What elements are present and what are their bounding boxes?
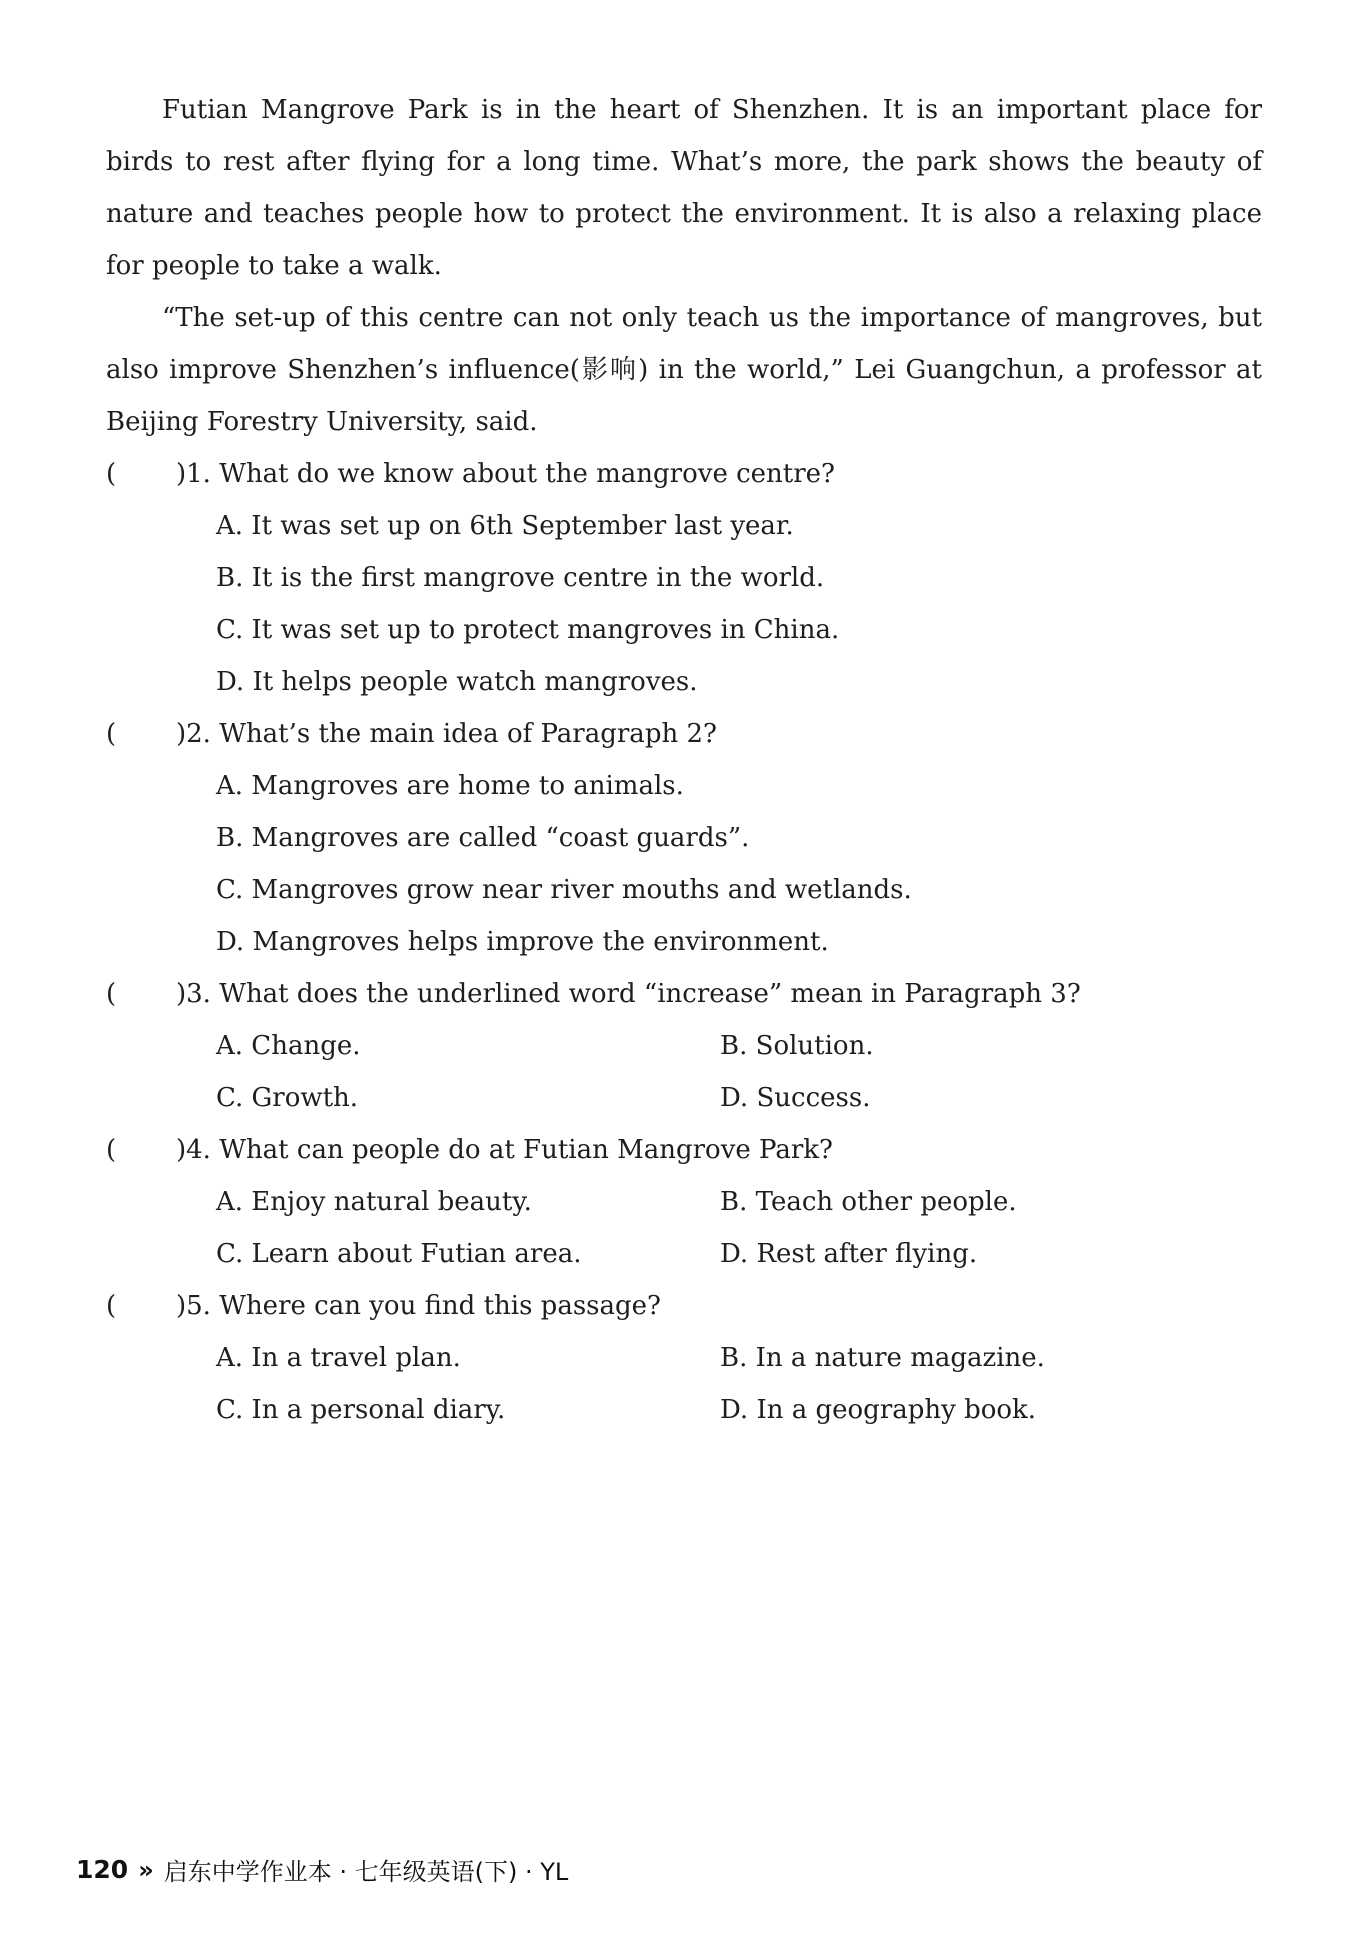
- option: C. It was set up to protect mangroves in China.: [216, 615, 840, 645]
- option-row: [106, 1332, 1262, 1384]
- page-content: [106, 84, 1262, 1436]
- question-stem: )4. What can people do at Futian Mangrove Park?: [176, 1135, 833, 1165]
- option: D. In a geography book.: [720, 1395, 1037, 1425]
- option: A. Change.: [216, 1031, 361, 1061]
- option: A. In a travel plan.: [216, 1343, 461, 1373]
- passage-paragraph: Futian Mangrove Park is in the heart of Shenzhen. It is an important place for birds to rest after flying for a long time. What’s more, the park shows the beauty of nature and teaches people how to protect the environment. It is also a relaxing place for people to take a walk.: [106, 95, 1262, 281]
- page-number: 120: [76, 1855, 129, 1884]
- answer-blank[interactable]: (: [106, 1291, 117, 1321]
- chevron-right-icon: »: [138, 1855, 154, 1884]
- answer-blank[interactable]: (: [106, 459, 117, 489]
- option-row: [106, 1020, 1262, 1072]
- option: A. Mangroves are home to animals.: [216, 771, 684, 801]
- book-title: 启东中学作业本 · 七年级英语(下) · YL: [163, 1858, 569, 1886]
- option-row: [106, 1384, 1262, 1436]
- option: D. Rest after flying.: [720, 1239, 978, 1269]
- question-4: [106, 1124, 1262, 1176]
- option-row: [106, 1072, 1262, 1124]
- option: A. Enjoy natural beauty.: [216, 1187, 532, 1217]
- option: D. Success.: [720, 1083, 871, 1113]
- question-stem: )5. Where can you find this passage?: [176, 1291, 661, 1321]
- question-stem: )2. What’s the main idea of Paragraph 2?: [176, 719, 717, 749]
- option-row: [106, 1228, 1262, 1280]
- option: C. Learn about Futian area.: [216, 1239, 582, 1269]
- option: B. Mangroves are called “coast guards”.: [216, 823, 750, 853]
- option-row: [106, 1176, 1262, 1228]
- question-5: [106, 1280, 1262, 1332]
- option: B. In a nature magazine.: [720, 1343, 1045, 1373]
- answer-blank[interactable]: (: [106, 979, 117, 1009]
- option: B. It is the first mangrove centre in the world.: [216, 563, 825, 593]
- option: C. Mangroves grow near river mouths and wetlands.: [216, 875, 912, 905]
- option: D. It helps people watch mangroves.: [216, 667, 698, 697]
- option: D. Mangroves helps improve the environment.: [216, 927, 829, 957]
- answer-blank[interactable]: (: [106, 719, 117, 749]
- option: B. Teach other people.: [720, 1187, 1017, 1217]
- option: B. Solution.: [720, 1031, 874, 1061]
- passage-paragraph: “The set-up of this centre can not only teach us the importance of mangroves, but also improve Shenzhen’s influence(影响) in the world,” Lei Guangchun, a professor at Beijing Forestry University, said.: [106, 303, 1262, 437]
- option: C. Growth.: [216, 1083, 359, 1113]
- question-3: [106, 968, 1262, 1020]
- page-footer: [76, 1852, 568, 1887]
- answer-blank[interactable]: (: [106, 1135, 117, 1165]
- question-2: [106, 708, 1262, 760]
- option: C. In a personal diary.: [216, 1395, 506, 1425]
- question-stem: )1. What do we know about the mangrove centre?: [176, 459, 836, 489]
- question-1: [106, 448, 1262, 500]
- option: A. It was set up on 6th September last year.: [216, 511, 794, 541]
- question-stem: )3. What does the underlined word “increase” mean in Paragraph 3?: [176, 979, 1081, 1009]
